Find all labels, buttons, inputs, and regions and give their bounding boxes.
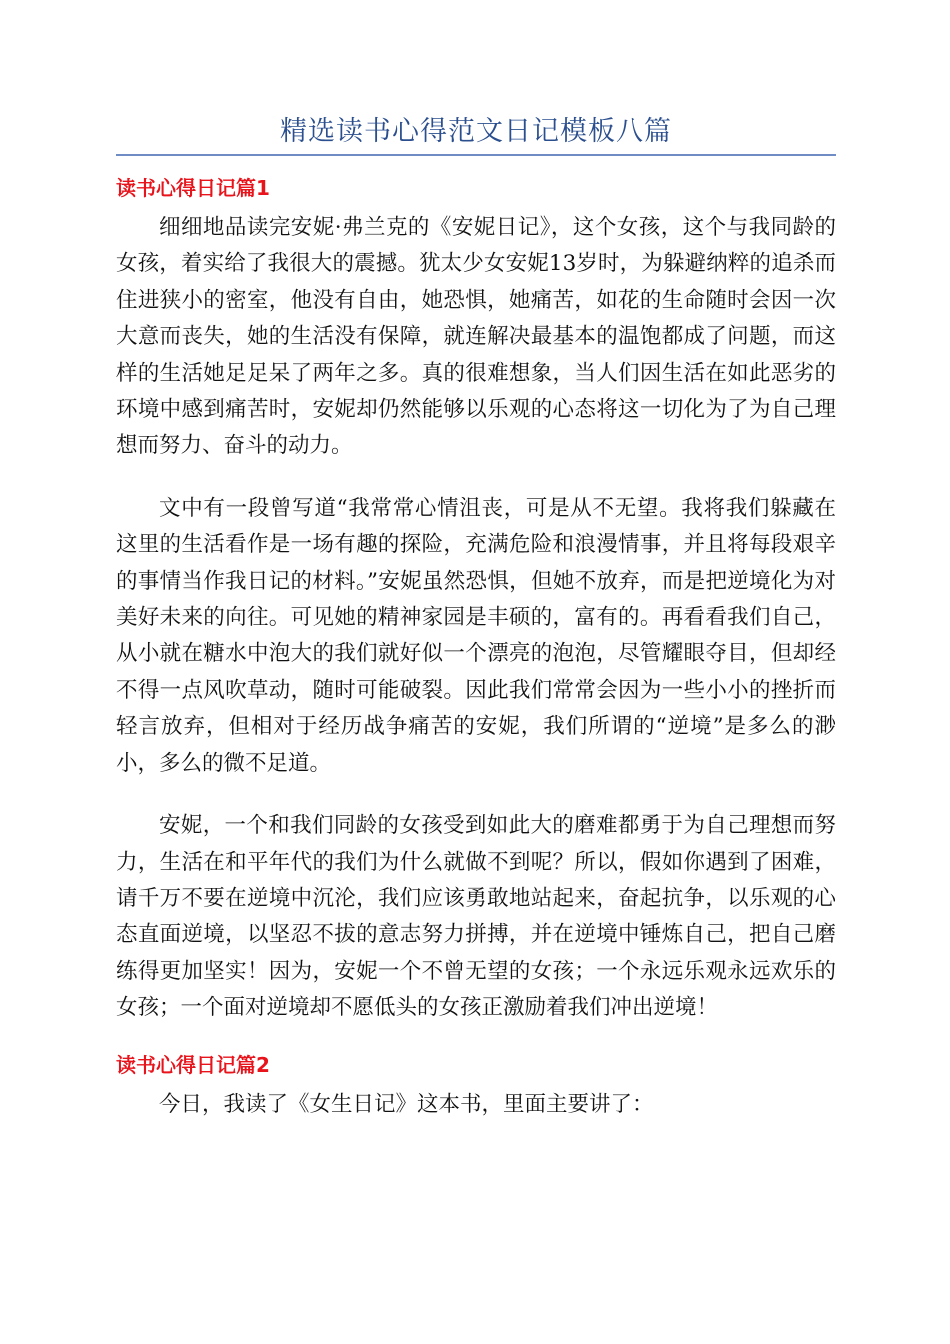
diary-section-1 — [116, 170, 836, 1027]
document-page — [116, 0, 836, 1123]
document-title: 精选读书心得范文日记模板八篇 — [280, 116, 672, 147]
body-paragraph: 今日，我读了《女生日记》这本书，里面主要讲了： — [159, 1091, 654, 1117]
body-paragraph: 细细地品读完安妮·弗兰克的《安妮日记》，这个女孩，这个与我同龄的女孩，着实给了我很大的震撼。犹太少女安妮13岁时，为躲避纳粹的追杀而住进狭小的密室，他没有自由，她恐惧，她痛苦，如花的生命随时会因一次大意而丧失，她的生活没有保障，就连解决最基本的温饱都成了问题，而这样的生活她足足呆了两年之多。真的很难想象，当人们因生活在如此恶劣的环境中感到痛苦时，安妮却仍然能够以乐观的心态将这一切化为了为自己理想而努力、奋斗的动力。 — [116, 215, 836, 459]
body-paragraph: 安妮，一个和我们同龄的女孩受到如此大的磨难都勇于为自己理想而努力，生活在和平年代的我们为什么就做不到呢？所以，假如你遇到了困难，请千万不要在逆境中沉沦，我们应该勇敢地站起来，奋起抗争，以乐观的心态直面逆境，以坚忍不拔的意志努力拼搏，并在逆境中锤炼自己，把自己磨练得更加坚实！因为，安妮一个不曾无望的女孩；一个永远乐观永远欢乐的女孩；一个面对逆境却不愿低头的女孩正激励着我们冲出逆境！ — [116, 813, 836, 1021]
title-divider — [116, 154, 836, 156]
diary-section-2 — [116, 1047, 836, 1123]
section-heading: 读书心得日记篇1 — [116, 176, 270, 200]
section-heading: 读书心得日记篇2 — [116, 1052, 270, 1077]
body-paragraph: 文中有一段曾写道“我常常心情沮丧，可是从不无望。我将我们躲藏在这里的生活看作是一场有趣的探险，充满危险和浪漫情事，并且将每段艰辛的事情当作我日记的材料。”安妮虽然恐惧，但她不放弃，而是把逆境化为对美好未来的向往。可见她的精神家园是丰硕的，富有的。再看看我们自己，从小就在糖水中泡大的我们就好似一个漂亮的泡泡，尽管耀眼夺目，但却经不得一点风吹草动，随时可能破裂。因此我们常常会因为一些小小的挫折而轻言放弃，但相对于经历战争痛苦的安妮，我们所谓的“逆境”是多么的渺小，多么的微不足道。 — [116, 495, 836, 776]
